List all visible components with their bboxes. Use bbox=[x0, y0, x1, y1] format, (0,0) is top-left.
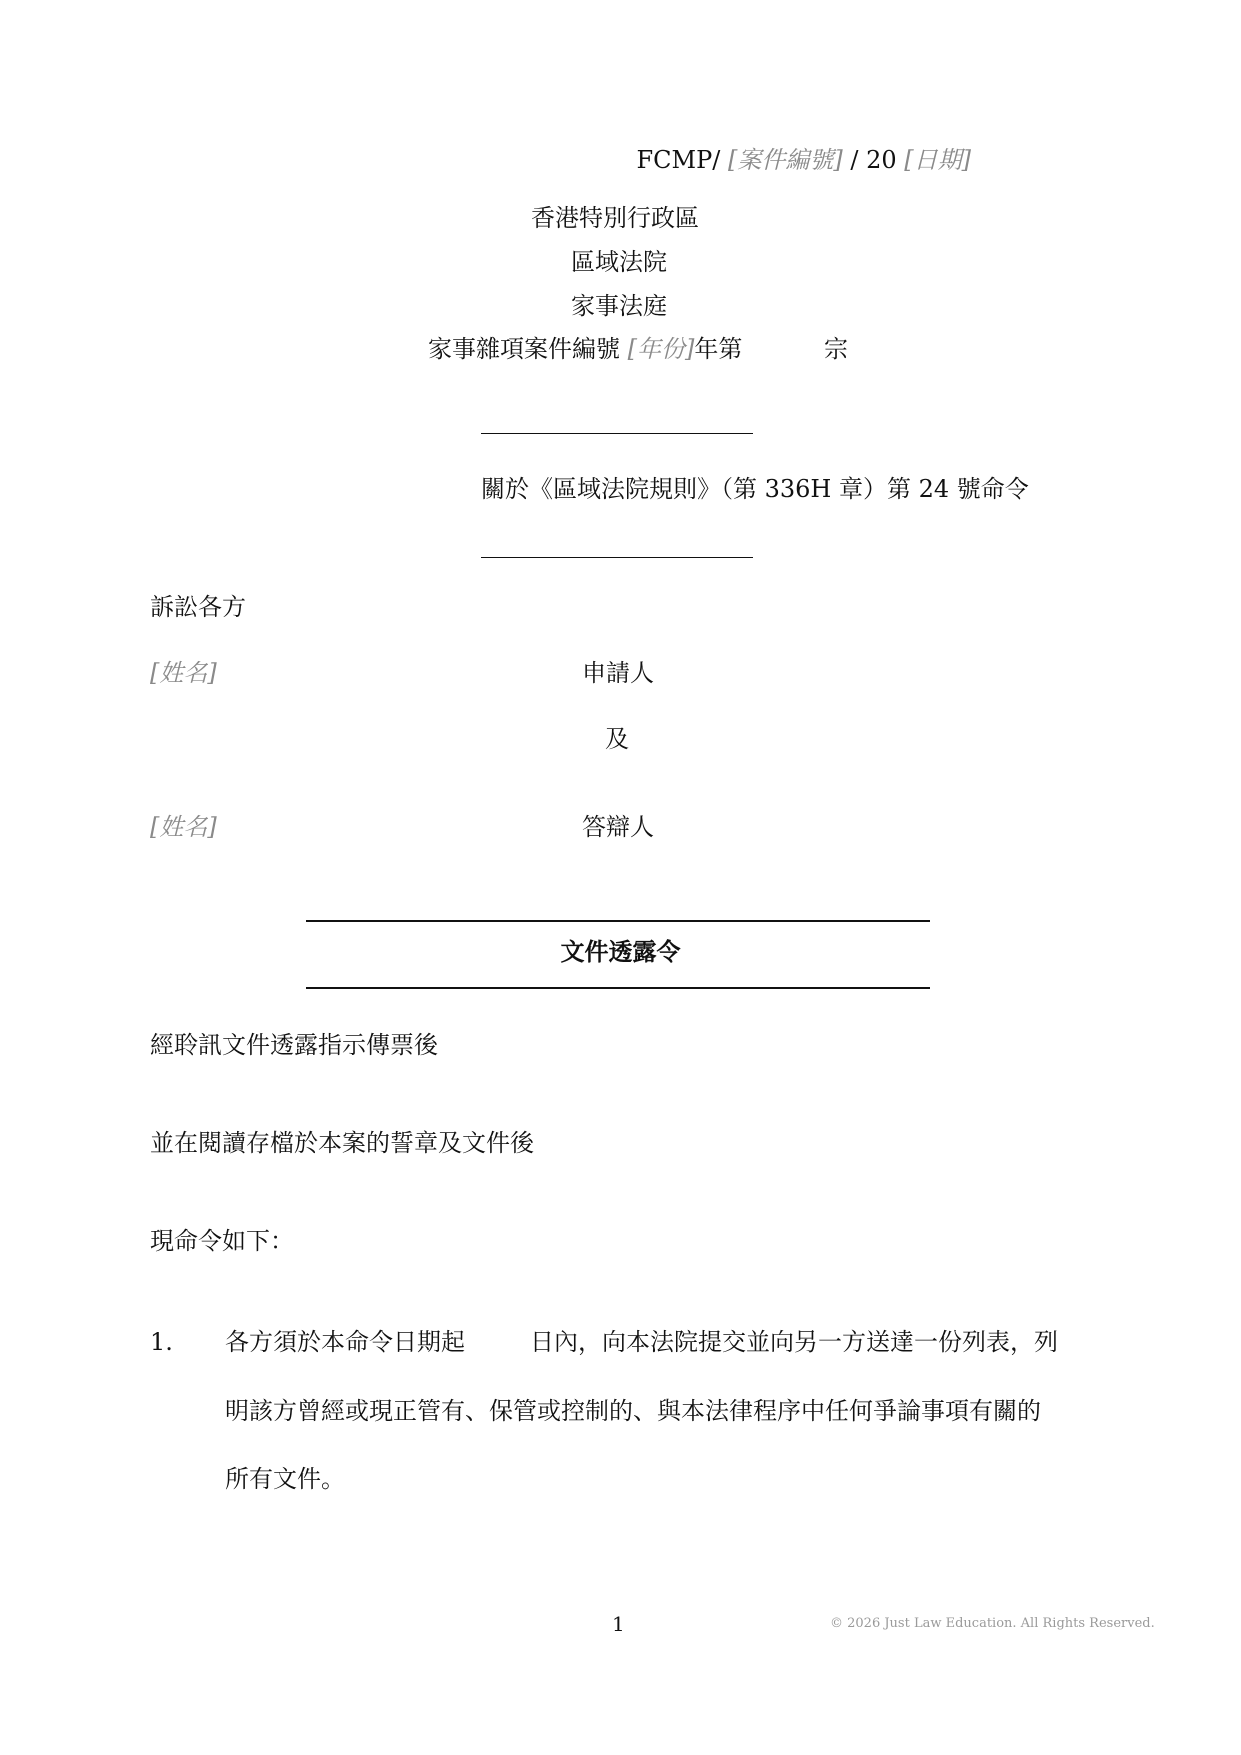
paragraph-line bbox=[530, 1327, 1058, 1357]
title-rule-bottom bbox=[306, 987, 930, 989]
page-number: 1 bbox=[612, 1612, 625, 1636]
order-intro: 現命令如下： bbox=[150, 1227, 294, 1255]
case-reference-line bbox=[428, 334, 742, 364]
paragraph-line: 明該方曾經或現正管有、保管或控制的、與本法律程序中任何爭論事項有關的 bbox=[225, 1397, 1041, 1425]
applicant-role: 申請人 bbox=[582, 659, 654, 687]
matter-heading: 關於《區域法院規則》（第 336H 章）第 24 號命令 bbox=[481, 475, 1029, 503]
divider-lower bbox=[481, 557, 753, 558]
respondent-role: 答辯人 bbox=[582, 813, 654, 841]
parties-heading: 訴訟各方 bbox=[150, 593, 246, 621]
paragraph-text-a: 各方須於本命令日期起 bbox=[225, 1328, 465, 1356]
court-division: 家事法庭 bbox=[571, 292, 667, 320]
case-type-label: 家事雜項案件編號 bbox=[428, 335, 620, 363]
paragraph-text-b: 日內，向本法院提交並向另一方送達一份列表，列 bbox=[530, 1328, 1058, 1356]
date-placeholder: [日期] bbox=[904, 146, 971, 174]
respondent-name: [姓名] bbox=[150, 813, 217, 841]
copyright-notice: © 2026 Just Law Education. All Rights Reserved. bbox=[830, 1616, 1155, 1631]
case-year-label: 年第 bbox=[694, 335, 743, 363]
year-placeholder: [年份] bbox=[627, 335, 695, 363]
recital-reading: 並在閱讀存檔於本案的誓章及文件後 bbox=[150, 1129, 534, 1157]
case-number bbox=[637, 145, 971, 175]
case-number-placeholder: [案件編號] bbox=[727, 146, 843, 174]
paragraph-number: 1. bbox=[150, 1328, 173, 1356]
recital-hearing: 經聆訊文件透露指示傳票後 bbox=[150, 1031, 438, 1059]
paragraph-line bbox=[225, 1327, 465, 1357]
case-count-suffix: 宗 bbox=[824, 335, 848, 363]
parties-conjunction: 及 bbox=[605, 725, 629, 753]
order-title: 文件透露令 bbox=[560, 937, 681, 966]
divider-upper bbox=[481, 433, 753, 434]
court-name: 區域法院 bbox=[571, 248, 667, 276]
paragraph-line: 所有文件。 bbox=[225, 1465, 345, 1493]
applicant-name: [姓名] bbox=[150, 659, 217, 687]
case-year: / 20 bbox=[850, 146, 897, 174]
case-prefix: FCMP/ bbox=[636, 146, 721, 174]
court-jurisdiction: 香港特別行政區 bbox=[531, 204, 699, 232]
title-rule-top bbox=[306, 920, 930, 922]
